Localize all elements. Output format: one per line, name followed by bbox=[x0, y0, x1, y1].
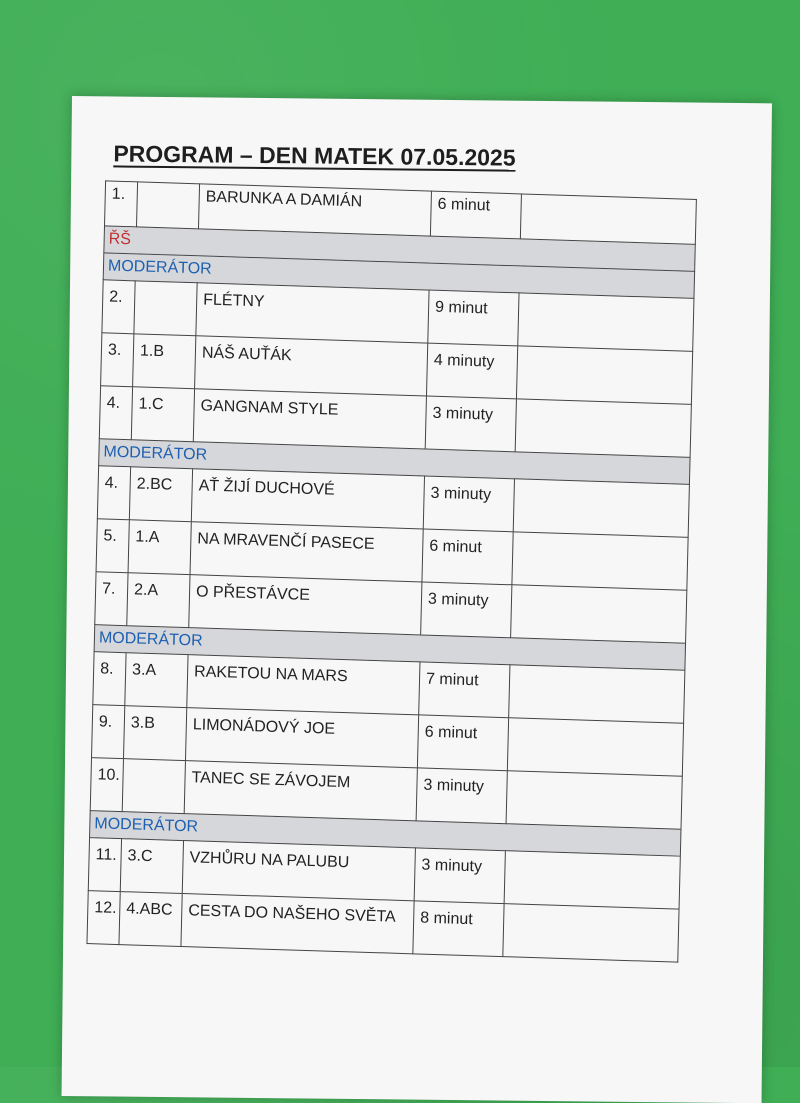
item-duration: 3 minuty bbox=[416, 768, 507, 824]
section-label: MODERÁTOR bbox=[99, 439, 690, 485]
item-number: 4. bbox=[97, 466, 130, 520]
program-title: PROGRAM – DEN MATEK 07.05.2025 bbox=[113, 140, 516, 171]
item-note bbox=[507, 718, 683, 776]
item-number: 2. bbox=[102, 280, 135, 334]
section-label: MODERÁTOR bbox=[94, 625, 685, 671]
item-note bbox=[506, 771, 682, 829]
item-number: 3. bbox=[101, 333, 134, 387]
item-title: BARUNKA A DAMIÁN bbox=[198, 184, 431, 236]
item-duration: 8 minut bbox=[413, 901, 504, 957]
item-number: 8. bbox=[93, 652, 126, 706]
program-table-body bbox=[87, 181, 696, 962]
item-number: 12. bbox=[87, 891, 120, 945]
item-title: CESTA DO NAŠEHO SVĚTA bbox=[181, 894, 414, 954]
item-number: 9. bbox=[92, 705, 125, 759]
item-note bbox=[512, 532, 688, 590]
item-number: 7. bbox=[95, 572, 128, 626]
item-note bbox=[516, 346, 692, 404]
item-duration: 3 minuty bbox=[423, 476, 514, 532]
item-duration: 7 minut bbox=[419, 662, 510, 718]
item-note bbox=[504, 851, 680, 909]
section-label: MODERÁTOR bbox=[103, 253, 694, 299]
item-duration: 9 minut bbox=[428, 290, 519, 346]
item-title: TANEC SE ZÁVOJEM bbox=[184, 761, 417, 821]
item-duration: 3 minuty bbox=[414, 848, 505, 904]
item-class: 4.ABC bbox=[119, 892, 182, 947]
item-class: 2.A bbox=[127, 573, 190, 628]
item-note bbox=[518, 293, 694, 351]
item-note bbox=[513, 479, 689, 537]
item-note bbox=[511, 585, 687, 643]
item-class: 1.B bbox=[133, 334, 196, 389]
item-number: 5. bbox=[96, 519, 129, 573]
section-label: ŘŠ bbox=[104, 226, 695, 272]
item-duration: 3 minuty bbox=[425, 396, 516, 452]
item-class bbox=[122, 759, 185, 814]
item-title: NA MRAVENČÍ PASECE bbox=[190, 522, 423, 582]
item-duration: 6 minut bbox=[417, 715, 508, 771]
item-duration: 4 minuty bbox=[426, 343, 517, 399]
item-title: O PŘESTÁVCE bbox=[189, 575, 422, 635]
item-title: GANGNAM STYLE bbox=[193, 389, 426, 449]
item-note bbox=[503, 904, 679, 962]
item-class: 1.A bbox=[128, 520, 191, 575]
item-note bbox=[520, 194, 696, 244]
item-class: 3.A bbox=[125, 653, 188, 708]
item-duration: 6 minut bbox=[430, 191, 521, 239]
item-note bbox=[509, 665, 685, 723]
item-title: VZHŮRU NA PALUBU bbox=[182, 841, 415, 901]
item-title: NÁŠ AUŤÁK bbox=[195, 336, 428, 396]
item-duration: 3 minuty bbox=[421, 582, 512, 638]
item-title: RAKETOU NA MARS bbox=[187, 655, 420, 715]
item-class bbox=[136, 182, 199, 229]
item-note bbox=[515, 399, 691, 457]
item-class bbox=[134, 281, 197, 336]
item-class: 3.C bbox=[120, 839, 183, 894]
item-duration: 6 minut bbox=[422, 529, 513, 585]
item-title: AŤ ŽIJÍ DUCHOVÉ bbox=[191, 469, 424, 529]
item-class: 2.BC bbox=[129, 467, 192, 522]
item-number: 4. bbox=[99, 386, 132, 440]
paper-sheet bbox=[62, 96, 772, 1103]
item-number: 10. bbox=[90, 758, 123, 812]
item-class: 1.C bbox=[131, 387, 194, 442]
program-table bbox=[86, 180, 696, 962]
item-class: 3.B bbox=[123, 706, 186, 761]
item-title: FLÉTNY bbox=[196, 283, 429, 343]
item-number: 1. bbox=[105, 181, 138, 227]
section-label: MODERÁTOR bbox=[90, 811, 681, 857]
item-title: LIMONÁDOVÝ JOE bbox=[185, 708, 418, 768]
item-number: 11. bbox=[88, 838, 121, 892]
